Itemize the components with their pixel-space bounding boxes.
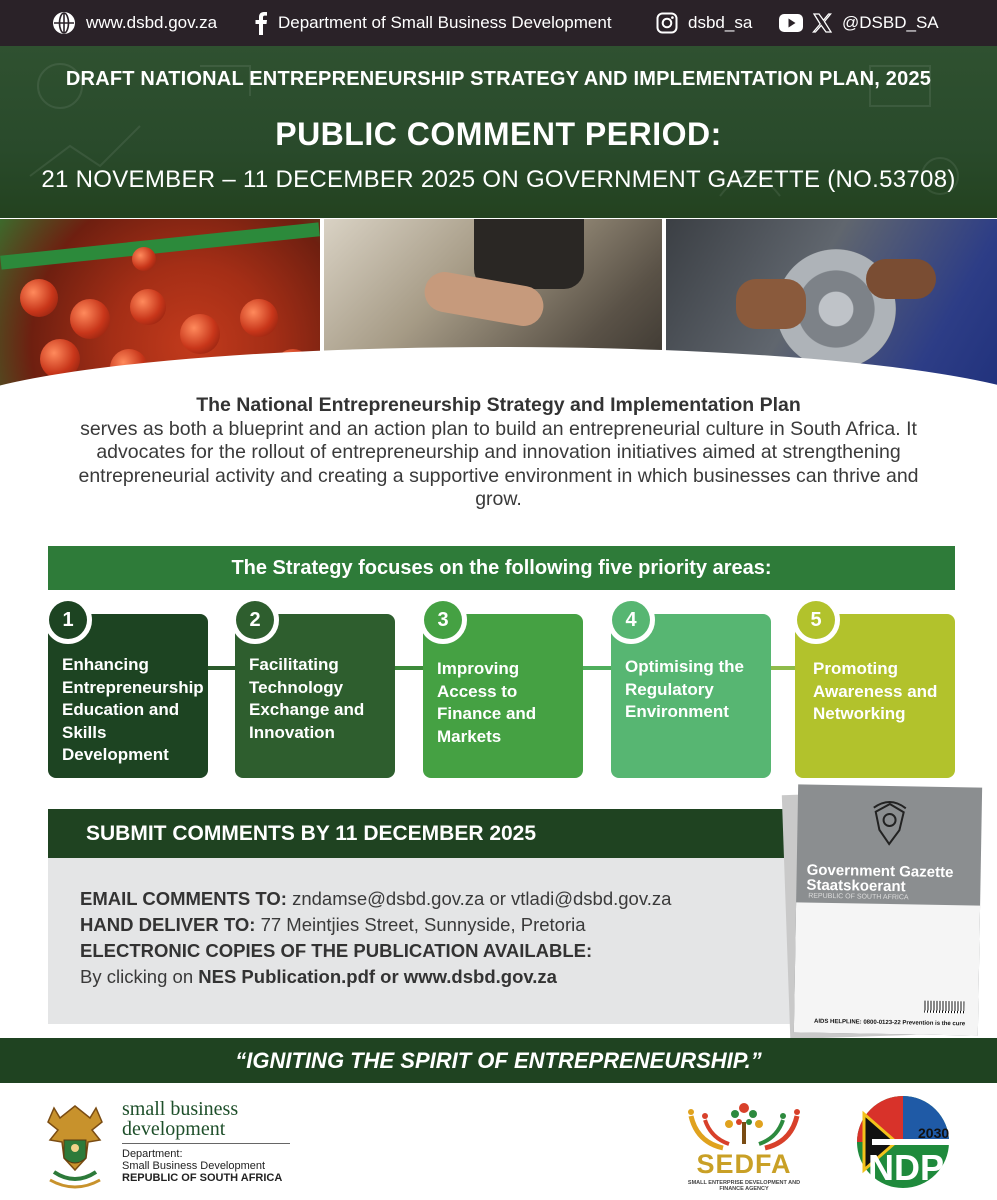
facebook-text: Department of Small Business Development [278,13,612,32]
priority-label: Enhancing Entrepreneurship Education and Skills Development [62,655,204,764]
website-text: www.dsbd.gov.za [86,13,218,32]
intro-paragraph [60,394,937,512]
connector-line [768,666,798,670]
x-handle-text: @DSBD_SA [842,13,939,32]
publication-link[interactable]: NES Publication.pdf or www.dsbd.gov.za [198,966,557,987]
header-banner [0,46,997,218]
connector-line [392,666,426,670]
electronic-copies-line [80,938,798,964]
coat-of-arms-icon [869,800,910,849]
comment-period-heading: PUBLIC COMMENT PERIOD: [275,116,722,152]
social-bar [0,0,997,46]
priority-label: Optimising the Regulatory Environment [625,657,744,721]
submit-details [48,858,798,1024]
intro-bold-title: The National Entrepreneurship Strategy and Implementation Plan [196,394,801,416]
gazette-title-af: Staatskoerant [806,876,906,896]
sewing-machine-head [474,219,584,289]
dsbd-name [122,1099,238,1139]
tomato [20,279,58,317]
tomato [180,314,220,354]
sedfa-wordmark: SEDFA [696,1149,792,1179]
priority-label: Improving Access to Finance and Markets [437,659,537,746]
crate-edge [0,222,320,269]
sedfa-subtitle: SMALL ENTERPRISE DEVELOPMENT AND FINANCE AGENCY [687,1180,801,1192]
dsbd-divider [122,1143,290,1144]
dsbd-dept-line3: REPUBLIC OF SOUTH AFRICA [122,1172,283,1184]
dsbd-dept-line2: Small Business Development [122,1160,266,1172]
tomato [130,289,166,325]
email-line [80,886,798,912]
government-gazette-image [794,784,982,1035]
barcode-icon [924,1001,964,1014]
ndp-2030-logo [852,1094,954,1190]
connector-line [205,666,238,670]
click-line [80,964,798,990]
coat-of-arms-logo [40,1100,110,1192]
website-link[interactable] [52,0,217,46]
facebook-link[interactable] [254,0,612,46]
strategy-title: DRAFT NATIONAL ENTREPRENEURSHIP STRATEGY AND IMPLEMENTATION PLAN, 2025 [65,68,932,90]
gazette-subtitle: REPUBLIC OF SOUTH AFRICA [808,892,909,902]
gazette-page [794,902,980,1035]
hand-deliver-line [80,912,798,938]
instagram-icon [656,12,678,34]
tomato [240,299,278,337]
priority-label: Facilitating Technology Exchange and Innovation [249,655,365,742]
instagram-text: dsbd_sa [688,13,753,32]
email-addresses[interactable]: zndamse@dsbd.gov.za or vtladi@dsbd.gov.za [292,888,672,909]
priority-number-5 [792,596,840,644]
tomato [70,299,110,339]
youtube-icon [779,14,803,32]
ndp-wordmark: NDP [868,1147,945,1188]
slogan-banner: “IGNITING THE SPIRIT OF ENTREPRENEURSHIP.” [0,1038,997,1083]
priority-number-2 [231,596,279,644]
hand [866,259,936,299]
globe-icon [52,11,76,35]
dsbd-name-line2: development [122,1118,226,1140]
dsbd-dept-line1: Department: [122,1148,183,1160]
ndp-year: 2030 [918,1125,950,1141]
hand-deliver-label: HAND DELIVER TO: [80,914,256,935]
click-prefix: By clicking on [80,966,194,987]
electronic-copies-label: ELECTRONIC COPIES OF THE PUBLICATION AVAILABLE: [80,940,593,961]
priority-label: Promoting Awareness and Networking [813,659,938,723]
x-link[interactable] [812,0,939,46]
gazette-footer: AIDS HELPLINE: 0800-0123-22 Prevention is the cure [813,1018,966,1028]
priority-number-4 [607,596,655,644]
hand [736,279,806,329]
priority-number-text: 4 [612,601,650,639]
priority-banner: The Strategy focuses on the following five priority areas: [48,546,955,590]
comment-period-dates: 21 NOVEMBER – 11 DECEMBER 2025 ON GOVERNMENT GAZETTE (NO.53708) [41,166,956,193]
gazette-title-en: Government Gazette [806,861,954,882]
instagram-link[interactable] [656,0,752,46]
priority-number-text: 3 [424,601,462,639]
hand-deliver-address: 77 Meintjies Street, Sunnyside, Pretoria [260,914,586,935]
priority-number-text: 1 [49,601,87,639]
x-icon [812,13,832,33]
submit-deadline-heading: SUBMIT COMMENTS BY 11 DECEMBER 2025 [48,809,788,858]
dsbd-department [122,1148,282,1184]
tomato-in-hand [132,247,156,271]
connector-line [580,666,614,670]
facebook-icon [254,11,268,35]
dsbd-name-line1: small business [122,1098,239,1120]
youtube-link[interactable] [779,0,813,46]
priority-number-3 [419,596,467,644]
priority-number-1 [44,596,92,644]
email-label: EMAIL COMMENTS TO: [80,888,287,909]
intro-body: serves as both a blueprint and an action plan to build an entrepreneurial culture in South Africa. It advocates for the rollout of entrepreneurship and innovation initiatives aimed at strengthening entrepreneurial activity and creating a supportive environment in which businesses can thrive and grow. [78,417,919,510]
priority-number-text: 5 [797,601,835,639]
priority-number-text: 2 [236,601,274,639]
gazette-title [806,863,953,896]
